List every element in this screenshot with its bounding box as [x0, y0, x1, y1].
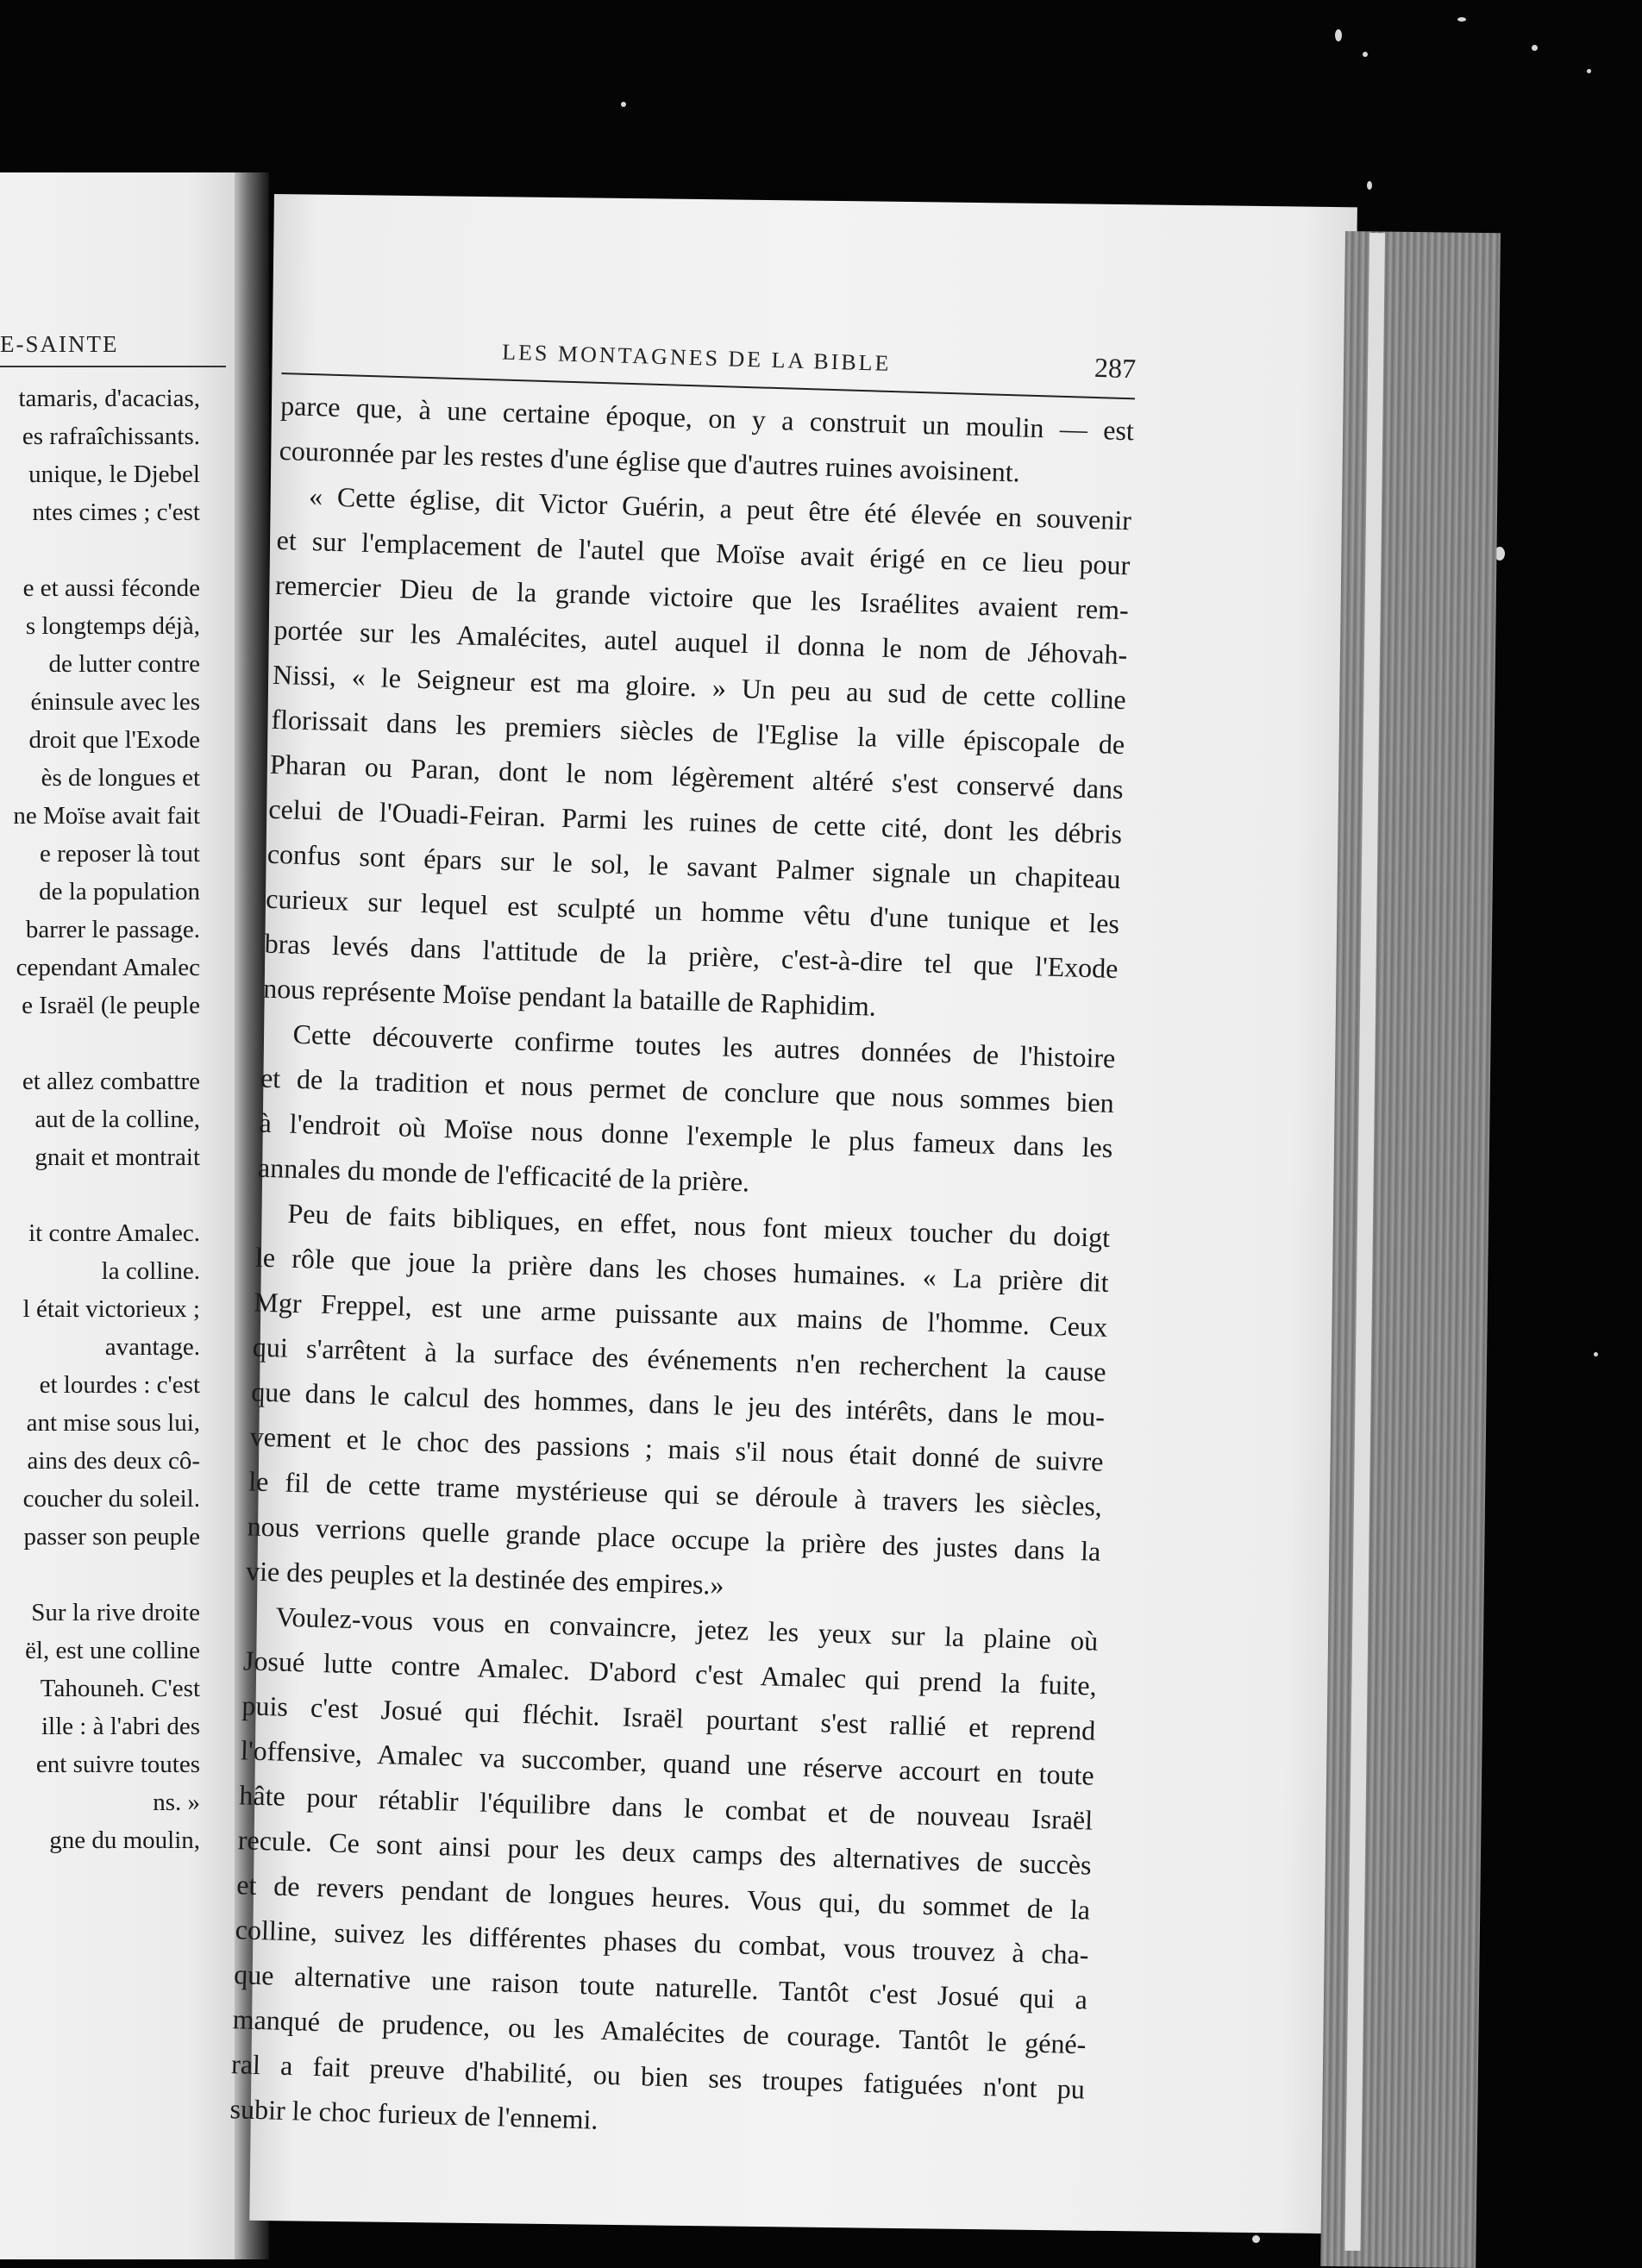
- left-running-head: E-SAINTE: [0, 331, 119, 357]
- text-line: que alternative une raison toute naturelle. Tantôt c'est Josué qui a: [233, 1958, 1088, 2015]
- left-text-line: ël, est une colline: [25, 1637, 200, 1664]
- left-text-line: [0, 1176, 200, 1214]
- text-line: Nissi, « le Seigneur est ma gloire. » Un peu au sud de cette colline: [272, 658, 1127, 716]
- text-line: que dans le calcul des hommes, dans le jeu des intérêts, dans le mou-: [250, 1375, 1106, 1432]
- text-line: annales du monde de l'efficacité de la prière.: [257, 1151, 750, 1198]
- text-line: Mgr Freppel, est une arme puissante aux mains de l'homme. Ceux: [253, 1286, 1108, 1343]
- text-line: le rôle que joue la prière dans les choses humaines. « La prière dit: [254, 1241, 1110, 1298]
- dust-speck: [621, 102, 626, 107]
- left-text-line: [0, 531, 200, 569]
- dust-speck: [1587, 69, 1591, 73]
- left-text-line: la colline.: [101, 1257, 200, 1285]
- left-text-line: e et aussi féconde: [22, 574, 200, 602]
- left-text-line: it contre Amalec.: [28, 1219, 200, 1247]
- text-line: celui de l'Ouadi-Feiran. Parmi les ruines de cette cité, dont les débris: [267, 793, 1123, 850]
- text-line: Peu de faits bibliques, en effet, nous font mieux toucher du doigt: [287, 1197, 1111, 1253]
- running-title: LES MONTAGNES DE LA BIBLE: [501, 339, 892, 376]
- text-line: curieux sur lequel est sculpté un homme vêtu d'une tunique et les: [265, 882, 1120, 940]
- text-line: recule. Ce sont ainsi pour les deux camps des alternatives de succès: [237, 1824, 1093, 1881]
- dust-speck: [1457, 17, 1466, 22]
- text-line: colline, suivez les différentes phases du combat, vous trouvez à cha-: [235, 1914, 1089, 1970]
- left-text-line: e Israël (le peuple: [22, 992, 200, 1019]
- text-line: vement et le choc des passions ; mais s'il nous était donné de suivre: [249, 1420, 1104, 1477]
- text-line: et de la tradition et nous permet de conclure que nous sommes bien: [260, 1062, 1115, 1118]
- text-line: et de revers pendant de longues heures. Vous qui, du sommet de la: [235, 1869, 1091, 1926]
- text-line: bras levés dans l'attitude de la prière, c'est-à-dire tel que l'Exode: [264, 927, 1119, 985]
- text-line: florissait dans les premiers siècles de l'Eglise la ville épiscopale de: [270, 703, 1125, 761]
- dust-speck: [1367, 181, 1372, 190]
- text-line: vie des peuples et la destinée des empires.»: [245, 1555, 724, 1601]
- left-text-line: ès de longues et: [41, 764, 200, 792]
- left-text-line: ntes cimes ; c'est: [32, 498, 200, 526]
- left-header-rule: [0, 366, 226, 367]
- body-text: [229, 374, 1135, 2156]
- left-text-line: et allez combattre: [22, 1068, 200, 1095]
- left-text-line: e reposer là tout: [39, 840, 200, 868]
- left-text-line: gne du moulin,: [49, 1826, 200, 1854]
- dust-speck: [1252, 2235, 1260, 2243]
- left-text-line: unique, le Djebel: [28, 460, 200, 488]
- dust-speck: [1532, 45, 1538, 51]
- text-line: subir le choc furieux de l'ennemi.: [229, 2093, 599, 2135]
- dust-speck: [1594, 1352, 1598, 1356]
- text-line: manqué de prudence, ou les Amalécites de courage. Tantôt le géné-: [232, 2003, 1087, 2060]
- left-text-line: cependant Amalec: [16, 954, 200, 981]
- left-text-line: l était victorieux ;: [22, 1295, 200, 1323]
- left-text-line: es rafraîchissants.: [22, 423, 200, 450]
- text-line: l'offensive, Amalec va succomber, quand une réserve accourt en toute: [240, 1734, 1095, 1791]
- text-line: nous verrions quelle grande place occupe la prière des justes dans la: [247, 1510, 1101, 1567]
- text-line: ral a fait preuve d'habilité, ou bien ses troupes fatiguées n'ont pu: [230, 2048, 1086, 2105]
- text-line: confus sont épars sur le sol, le savant Palmer signale un chapiteau: [266, 837, 1122, 895]
- right-page-content: [229, 328, 1137, 2156]
- text-line: le fil de cette trame mystérieuse qui se déroule à travers les siècles,: [248, 1465, 1103, 1522]
- left-text-line: aut de la colline,: [34, 1106, 200, 1133]
- text-line: portée sur les Amalécites, autel auquel il donna le nom de Jéhovah-: [273, 613, 1128, 671]
- text-line: et sur l'emplacement de l'autel que Moïse avait érigé en ce lieu pour: [276, 523, 1131, 581]
- left-text-line: éninsule avec les: [30, 688, 200, 716]
- left-text-line: ains des deux cô-: [27, 1447, 200, 1475]
- left-text-line: de lutter contre: [48, 650, 200, 678]
- left-text-line: avantage.: [104, 1333, 200, 1361]
- left-text-line: barrer le passage.: [25, 916, 200, 943]
- left-page-text: [0, 379, 200, 1859]
- text-line: puis c'est Josué qui fléchit. Israël pourtant s'est rallié et reprend: [241, 1689, 1096, 1746]
- dust-speck: [1335, 29, 1342, 41]
- left-text-line: passer son peuple: [23, 1523, 200, 1551]
- left-text-line: et lourdes : c'est: [39, 1371, 200, 1399]
- text-line: hâte pour rétablir l'équilibre dans le combat et de nouveau Israël: [238, 1779, 1094, 1836]
- text-line: à l'endroit où Moïse nous donne l'exemple le plus fameux dans les: [259, 1106, 1113, 1163]
- text-line: Pharan ou Paran, dont le nom légèrement altéré s'est conservé dans: [269, 748, 1125, 805]
- left-text-line: tamaris, d'acacias,: [18, 385, 200, 412]
- left-text-line: Tahouneh. C'est: [40, 1675, 200, 1702]
- text-line: « Cette église, dit Victor Guérin, a peut être été élevée en souvenir: [308, 479, 1132, 536]
- left-text-line: Sur la rive droite: [31, 1599, 200, 1626]
- left-text-line: ant mise sous lui,: [26, 1409, 200, 1437]
- left-text-line: s longtemps déjà,: [25, 612, 200, 640]
- left-text-line: ille : à l'abri des: [41, 1713, 200, 1740]
- left-text-line: ent suivre toutes: [35, 1751, 200, 1778]
- left-text-line: gnait et montrait: [34, 1143, 200, 1171]
- left-text-line: ne Moïse avait fait: [13, 802, 200, 830]
- text-line: Cette découverte confirme toutes les autres données de l'histoire: [292, 1018, 1116, 1074]
- left-text-line: [0, 1556, 200, 1594]
- left-text-line: droit que l'Exode: [28, 726, 200, 754]
- text-line: Josué lutte contre Amalec. D'abord c'est Amalec qui prend la fuite,: [242, 1645, 1098, 1701]
- page-number: 287: [1094, 351, 1137, 385]
- text-line: couronnée par les restes d'une église que d'autres ruines avoisinent.: [279, 434, 1021, 488]
- left-text-line: ns. »: [153, 1789, 200, 1816]
- text-line: parce que, à une certaine époque, on y a construit un moulin — est: [279, 389, 1135, 447]
- left-text-line: [0, 1024, 200, 1062]
- dust-speck: [1363, 52, 1368, 57]
- text-line: Voulez-vous vous en convaincre, jetez les yeux sur la plaine où: [275, 1601, 1099, 1657]
- left-text-line: de la population: [39, 878, 200, 905]
- left-text-line: coucher du soleil.: [22, 1485, 200, 1513]
- text-line: remercier Dieu de la grande victoire que les Israélites avaient rem-: [274, 568, 1130, 626]
- text-line: nous représente Moïse pendant la bataille de Raphidim.: [262, 972, 877, 1022]
- text-line: qui s'arrêtent à la surface des événements n'en recherchent la cause: [252, 1331, 1107, 1388]
